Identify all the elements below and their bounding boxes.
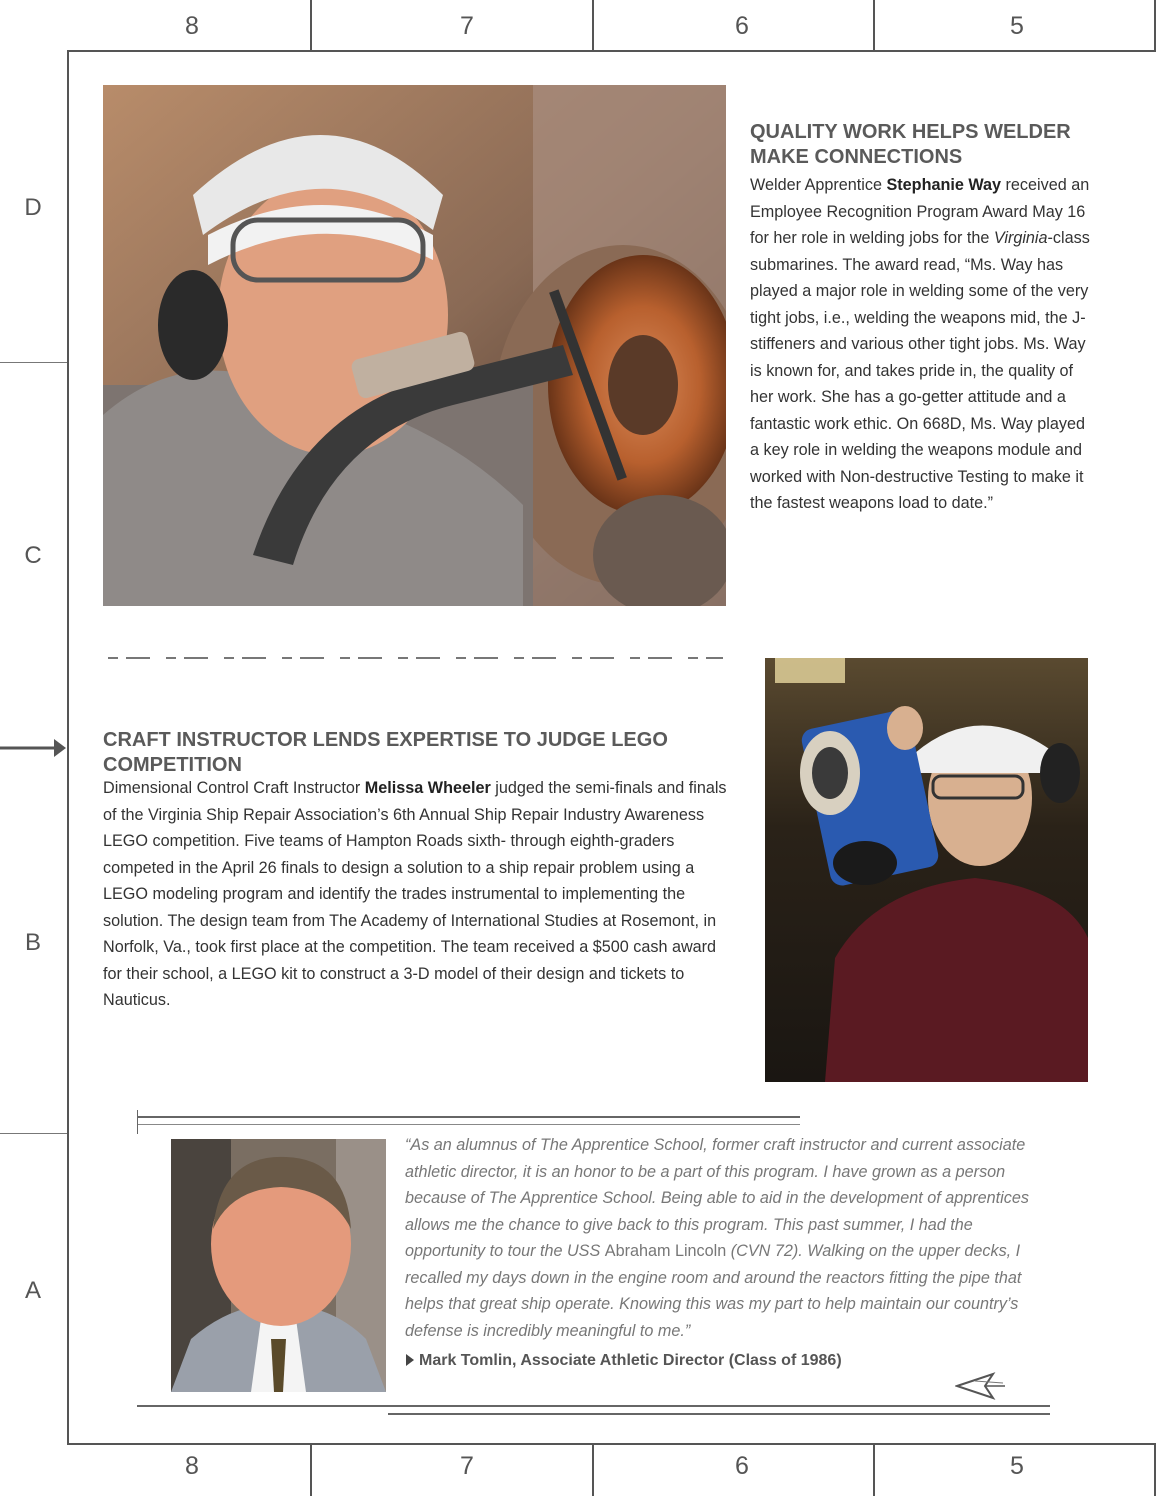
article2-rest: judged the semi-finals and finals of the Virginia Ship Repair Association’s 6th Annual Ship Repair Industry Awareness LEGO competition. Five teams of Hampton Roads sixth- through eighth-graders competed in the April 26 finals to design a solution to a ship repair problem using a LEGO modeling program and identify the trades instrumental to implementing the solution. The design team from The Academy of International Studies at Rosemont, in Norfolk, Va., took first place at the competition. The team received a $500 cash award for their school, a LEGO kit to construct a 3-D model of their design and tickets to Nauticus. (103, 779, 727, 1009)
triangle-bullet-icon (405, 1354, 415, 1366)
row-letter: D (24, 194, 42, 221)
column-number: 5 (1010, 12, 1024, 40)
column-divider (873, 1443, 875, 1496)
column-number: 6 (735, 12, 749, 40)
row-letter: B (24, 929, 41, 956)
row-letter: C (24, 542, 42, 569)
instructor-photo (765, 658, 1088, 1082)
row-divider (0, 1133, 67, 1134)
row-divider (0, 362, 67, 363)
column-divider (310, 1443, 312, 1496)
welder-photo (103, 85, 726, 606)
article1-intro: Welder Apprentice (750, 176, 887, 194)
arrow-right-icon (0, 737, 68, 759)
column-number: 5 (1010, 1452, 1024, 1480)
column-number: 8 (185, 12, 199, 40)
quote-rule-bottom (137, 1405, 1050, 1407)
frame-bottom-line (67, 1443, 1156, 1445)
frame-top-line (67, 50, 1156, 52)
quote-rule-top-2 (137, 1124, 800, 1125)
column-divider (310, 0, 312, 52)
article1-class-name: Virginia (993, 229, 1048, 247)
row-letter: A (24, 1277, 41, 1304)
attribution-text: Mark Tomlin, Associate Athletic Director (Class of 1986) (419, 1352, 842, 1369)
column-divider (592, 0, 594, 52)
dashed-divider (108, 657, 723, 659)
column-divider (592, 1443, 594, 1496)
article1-name: Stephanie Way (886, 176, 1002, 194)
column-number: 6 (735, 1452, 749, 1480)
quote-rule-top (137, 1116, 800, 1118)
quote-text (405, 1132, 1050, 1344)
arrow-left-icon (955, 1372, 1007, 1400)
column-number: 7 (460, 12, 474, 40)
column-divider (873, 0, 875, 52)
article1-headline: QUALITY WORK HELPS WELDER MAKE CONNECTIONS (750, 121, 1071, 168)
article2-name: Melissa Wheeler (364, 779, 491, 797)
column-number: 8 (185, 1452, 199, 1480)
quote-rule-bottom-2 (388, 1413, 1050, 1415)
article2-intro: Dimensional Control Craft Instructor (103, 779, 365, 797)
article2-headline: CRAFT INSTRUCTOR LENDS EXPERTISE TO JUDGE LEGO COMPETITION (103, 729, 668, 776)
quote-text-a: “As an alumnus of The Apprentice School, former craft instructor and current associate athletic director, it is an honor to be a part of this program. I have grown as a person because of The Apprentice School. Being able to aid in the development of apprentices allows me the chance to give back to this program. This past summer, I had the opportunity to tour the USS (405, 1136, 1029, 1260)
article2-body (103, 775, 737, 1014)
article1-mid: received an Employee Recognition Program Award May 16 for her role in welding jobs for the (750, 176, 1090, 247)
quote-text-b: (CVN 72). Walking on the upper decks, I recalled my days down in the engine room and around the reactors fitting the pipe that helps that great ship operate. Knowing this was my part to help maintain our country’s defense is incredibly meaningful to me.” (405, 1242, 1022, 1340)
column-number: 7 (460, 1452, 474, 1480)
quote-rule-tick (137, 1110, 138, 1134)
quote-attribution (405, 1352, 1045, 1370)
quote-ship-name: Abraham Lincoln (604, 1242, 727, 1260)
portrait-photo (171, 1139, 386, 1392)
article1-rest: -class submarines. The award read, “Ms. Way has played a major role in welding some of the very tight jobs, i.e., welding the weapons mid, the J-stiffeners and various other tight jobs. Ms. Way is known for, and takes pride in, the quality of her work. She has a go-getter attitude and a fantastic work ethic. On 668D, Ms. Way played a key role in welding the weapons module and worked with Non-destructive Testing to make it the fastest weapons load to date.” (750, 229, 1090, 512)
article1-body (750, 172, 1090, 517)
